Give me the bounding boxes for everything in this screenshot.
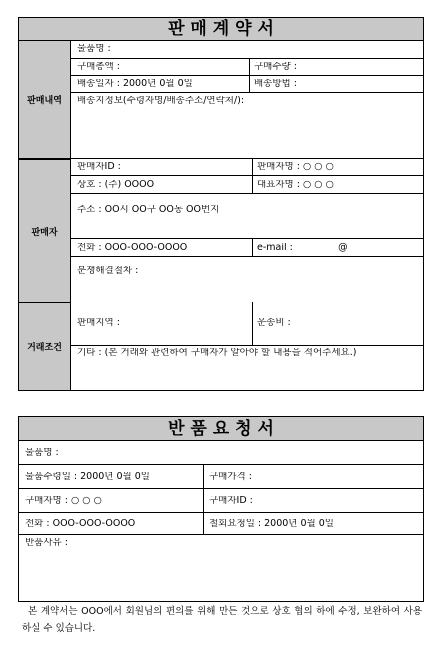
- seller-name-field[interactable]: 판매자명 : ○ ○ ○: [257, 162, 334, 172]
- divider: [249, 58, 250, 92]
- divider: [252, 158, 253, 193]
- rule: [71, 345, 423, 346]
- dispute-field[interactable]: 분쟁해결절차 :: [77, 266, 139, 276]
- return-request-form: [18, 416, 424, 602]
- purchase-amount-field[interactable]: 구매총액 :: [77, 62, 120, 72]
- section-label-sales: 판매내역: [19, 41, 71, 158]
- seller-id-field[interactable]: 판매자ID :: [77, 162, 121, 172]
- return-reason-field[interactable]: 반품사유 :: [25, 538, 68, 548]
- rule: [19, 158, 423, 159]
- return-request-title: 반 품 요 청 서: [19, 417, 423, 441]
- return-phone-field[interactable]: 전화 : OOO-OOO-OOOO: [25, 519, 136, 529]
- divider: [252, 302, 253, 345]
- etc-field[interactable]: 기타 : (본 거래와 관련하여 구매자가 알아야 할 내용을 적어주세요.): [77, 348, 357, 358]
- product-name-field[interactable]: 물품명 :: [77, 44, 111, 54]
- purchase-price-field[interactable]: 구매가격 :: [209, 472, 252, 482]
- seller-phone-field[interactable]: 전화 : OOO-OOO-OOOO: [77, 243, 188, 253]
- section-label-seller: 판매자: [19, 159, 71, 302]
- shipping-fee-field[interactable]: 운송비 :: [257, 318, 291, 328]
- rule: [71, 238, 423, 239]
- withdraw-date-field[interactable]: 철회요청일 : 2000년 0월 0일: [209, 519, 334, 529]
- divider: [203, 464, 204, 534]
- rule: [19, 488, 423, 489]
- rule: [71, 193, 423, 194]
- footer-note: 본 계약서는 OOO에서 회원님의 편의를 위해 만든 것으로 상호 협의 하에 수정, 보완하여 사용하실 수 있습니다.: [22, 606, 422, 634]
- rule: [19, 464, 423, 465]
- company-field[interactable]: 상호 : (주) OOOO: [77, 180, 155, 190]
- rule: [71, 256, 423, 257]
- purchase-qty-field[interactable]: 구매수량 :: [254, 62, 297, 72]
- return-product-name-field[interactable]: 물품명 :: [25, 448, 59, 458]
- rule: [19, 534, 423, 535]
- address-field[interactable]: 주소 : OO시 OO구 OO동 OO번지: [77, 205, 220, 215]
- ship-date-field[interactable]: 배송일자 : 2000년 0월 0일: [77, 79, 193, 89]
- divider: [252, 238, 253, 256]
- rule: [71, 75, 423, 76]
- ceo-name-field[interactable]: 대표자명 : ○ ○ ○: [257, 180, 334, 190]
- ship-method-field[interactable]: 배송방법 :: [254, 79, 297, 89]
- rule: [71, 92, 423, 93]
- region-field[interactable]: 판매지역 :: [77, 318, 120, 328]
- rule: [71, 175, 423, 176]
- sales-contract-title: 판 매 계 약 서: [19, 18, 423, 41]
- buyer-name-field[interactable]: 구매자명 : ○ ○ ○: [25, 496, 102, 506]
- ship-info-field[interactable]: 배송지정보(수령자명/배송주소/연락처/):: [77, 96, 245, 106]
- rule: [19, 512, 423, 513]
- buyer-id-field[interactable]: 구매자ID :: [209, 496, 253, 506]
- sales-contract-form: [18, 17, 424, 391]
- section-label-terms: 거래조건: [19, 302, 71, 390]
- rule: [71, 58, 423, 59]
- email-field[interactable]: e-mail : @: [257, 243, 348, 253]
- received-date-field[interactable]: 물품수령일 : 2000년 0월 0일: [25, 472, 150, 482]
